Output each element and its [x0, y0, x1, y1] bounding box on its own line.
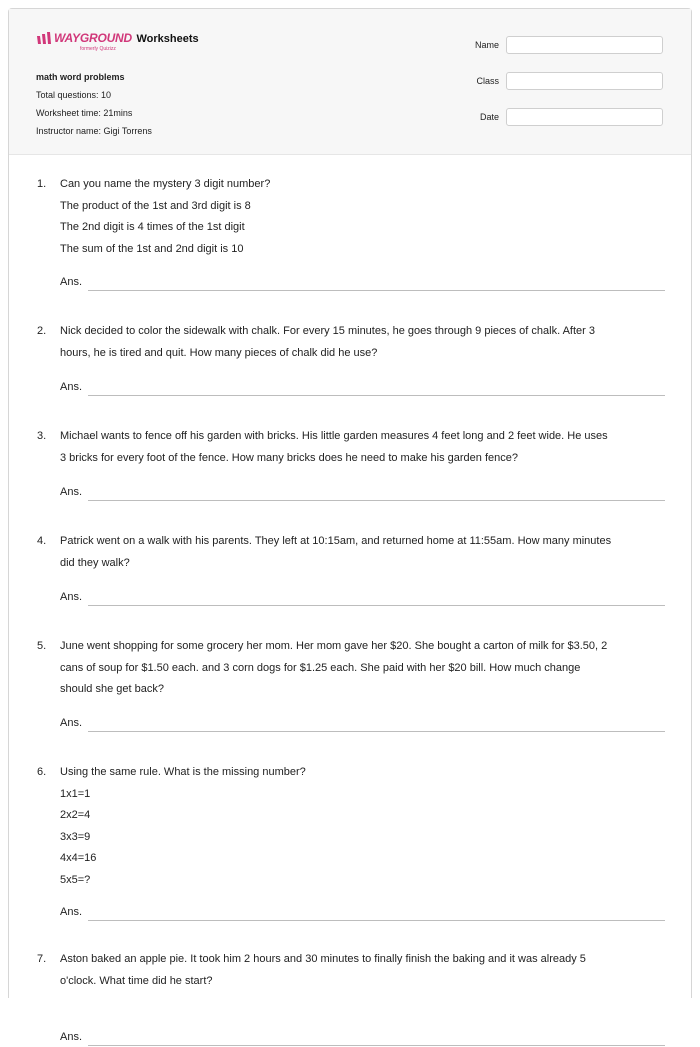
wayground-logo [36, 31, 132, 61]
logo-wordmark: WAYGROUND [54, 31, 132, 45]
answer-row [60, 379, 665, 397]
class-label: Class [476, 76, 499, 86]
answer-label: Ans. [60, 717, 83, 729]
worksheet-title: math word problems [36, 72, 125, 82]
question-text [60, 949, 665, 992]
question-line: 3x3=9 [60, 830, 91, 843]
question-line: did they walk? [60, 556, 130, 569]
question-line: 5x5=? [60, 873, 91, 886]
question-line: cans of soup for $1.50 each. and 3 corn dogs for $1.25 each. She paid with her $20 bill. How much change [60, 661, 581, 674]
question-line: 3 bricks for every foot of the fence. How many bricks does he need to make his garden fence? [60, 451, 518, 464]
question-number: 6. [37, 766, 47, 778]
question-number: 5. [37, 640, 47, 652]
question-text [60, 762, 665, 891]
question-number: 3. [37, 430, 47, 442]
brand [36, 31, 199, 61]
name-label: Name [474, 40, 499, 50]
question-text [60, 531, 665, 574]
question-number: 4. [37, 535, 47, 547]
question-text [60, 321, 665, 364]
question-line: The sum of the 1st and 2nd digit is 10 [60, 242, 244, 255]
answer-line[interactable] [88, 500, 665, 501]
answer-label: Ans. [60, 381, 83, 393]
answer-row [60, 904, 665, 922]
answer-row [60, 484, 665, 502]
date-input[interactable] [506, 108, 663, 126]
answer-line[interactable] [88, 605, 665, 606]
logo-subtitle: formerly Quizizz [80, 46, 116, 52]
question-text [60, 426, 665, 469]
question-line: Nick decided to color the sidewalk with chalk. For every 15 minutes, he goes through 9 pieces of chalk. After 3 [60, 325, 595, 337]
instructor-name: Instructor name: Gigi Torrens [36, 126, 152, 136]
answer-line[interactable] [88, 1045, 665, 1046]
total-questions: Total questions: 10 [36, 90, 112, 100]
question-line: Can you name the mystery 3 digit number? [60, 178, 271, 190]
answer-label: Ans. [60, 1031, 83, 1043]
brand-title: Worksheets [136, 33, 199, 45]
answer-row [60, 589, 665, 607]
class-input[interactable] [506, 72, 663, 90]
question-line: 4x4=16 [60, 852, 97, 864]
worksheet-meta [36, 68, 152, 140]
answer-row [60, 715, 665, 733]
question-line: Aston baked an apple pie. It took him 2 hours and 30 minutes to finally finish the baking and it was already 5 [60, 953, 586, 965]
question-line: 2x2=4 [60, 809, 91, 821]
logo-mark-icon [36, 31, 54, 45]
question-text [60, 636, 665, 701]
question-line: Patrick went on a walk with his parents. They left at 10:15am, and returned home at 11:55am. How many minutes [60, 535, 612, 547]
question-number: 1. [37, 178, 47, 190]
answer-line[interactable] [88, 920, 665, 921]
answer-label: Ans. [60, 486, 83, 498]
worksheet-header [9, 9, 691, 155]
answer-label: Ans. [60, 906, 83, 918]
answer-row [60, 274, 665, 292]
question-line: hours, he is tired and quit. How many pieces of chalk did he use? [60, 346, 378, 359]
date-label: Date [479, 112, 499, 122]
question-line: The 2nd digit is 4 times of the 1st digit [60, 221, 245, 233]
question-line: The product of the 1st and 3rd digit is 8 [60, 199, 251, 212]
question-number: 7. [37, 953, 47, 965]
class-field-row [439, 71, 663, 91]
question-text [60, 174, 665, 260]
answer-line[interactable] [88, 395, 665, 396]
question-line: Michael wants to fence off his garden with bricks. His little garden measures 4 feet long and 2 feet wide. He uses [60, 430, 608, 442]
name-field-row [439, 35, 663, 55]
question-line: Using the same rule. What is the missing number? [60, 766, 306, 778]
question-line: June went shopping for some grocery her mom. Her mom gave her $20. She bought a carton of milk for $3.50, 2 [60, 640, 608, 652]
date-field-row [439, 107, 663, 127]
question-line: o'clock. What time did he start? [60, 974, 213, 987]
worksheet-page [8, 8, 692, 1043]
answer-line[interactable] [88, 290, 665, 291]
answer-line[interactable] [88, 731, 665, 732]
question-number: 2. [37, 325, 47, 337]
answer-row [60, 1029, 665, 1047]
name-input[interactable] [506, 36, 663, 54]
question-line: should she get back? [60, 683, 164, 695]
question-line: 1x1=1 [60, 787, 91, 800]
worksheet-time: Worksheet time: 21mins [36, 108, 133, 118]
answer-label: Ans. [60, 276, 83, 288]
answer-label: Ans. [60, 591, 83, 603]
